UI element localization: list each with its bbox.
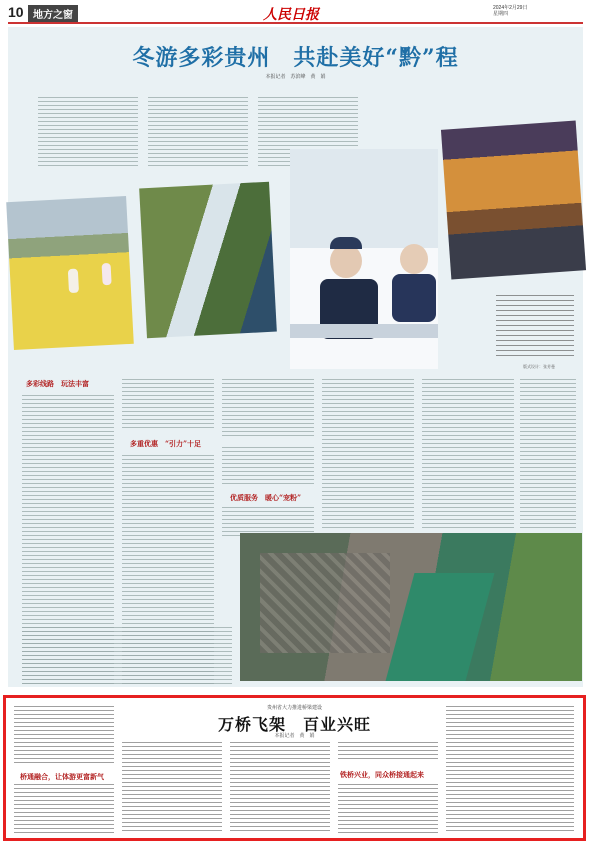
date-block (493, 5, 527, 17)
article-byline: 本报记者 黄 娟 (274, 733, 315, 739)
body-col3a (222, 379, 314, 439)
waterfall-photo (139, 182, 277, 339)
issue-weekday: 星期四 (493, 11, 509, 17)
article-subhead-2: 铁桥兴业，同众桥接通起来 (340, 770, 424, 779)
body-col2a (122, 379, 214, 431)
body-col6 (520, 379, 576, 529)
article-col1a (14, 706, 114, 766)
page-header (8, 4, 583, 24)
subhead-3: 优质服务 暖心“宠粉” (230, 493, 302, 502)
masthead-logo: 人民日报 (263, 7, 319, 23)
article-col4a (338, 742, 438, 762)
article-col2 (122, 742, 222, 834)
article-subhead-1: 桥通融合，让体游更富新气 (20, 772, 104, 781)
feature-title: 冬游多彩贵州 共赴美好“黔”程 (132, 45, 459, 71)
body-continuation (22, 627, 232, 685)
body-col5 (422, 379, 514, 529)
feature-intro-col1 (38, 97, 138, 167)
article-title: 万桥飞架 百业兴旺 (217, 715, 371, 734)
page-number: 10 (8, 4, 24, 20)
subhead-2: 多重优惠 “引力”十足 (130, 439, 202, 448)
article-col4b (338, 784, 438, 834)
article-col3 (230, 742, 330, 834)
body-col3b (222, 447, 314, 487)
article-col5 (446, 706, 574, 834)
article-col1b (14, 784, 114, 834)
ancient-town-night-photo (441, 120, 586, 279)
snow-tubing-photo (290, 149, 438, 369)
highlighted-article (3, 695, 586, 841)
photo-captions (496, 295, 574, 357)
section-label: 地方之窗 (28, 5, 78, 22)
body-col4 (322, 379, 414, 529)
subhead-1: 多彩线路 玩法丰富 (26, 379, 89, 388)
feature-panel (8, 27, 583, 687)
rapeseed-field-photo (6, 196, 134, 350)
article-kicker: 贵州省大力推进桥梁建设 (266, 705, 322, 711)
feature-intro-col2 (148, 97, 248, 167)
layout-credit: 版式设计：张芳曼 (523, 364, 555, 369)
feature-byline: 本报记者 苏滨峰 黄 娟 (265, 74, 326, 80)
riverside-town-aerial-photo (240, 533, 582, 681)
issue-date: 2024年2月29日 (493, 5, 528, 11)
